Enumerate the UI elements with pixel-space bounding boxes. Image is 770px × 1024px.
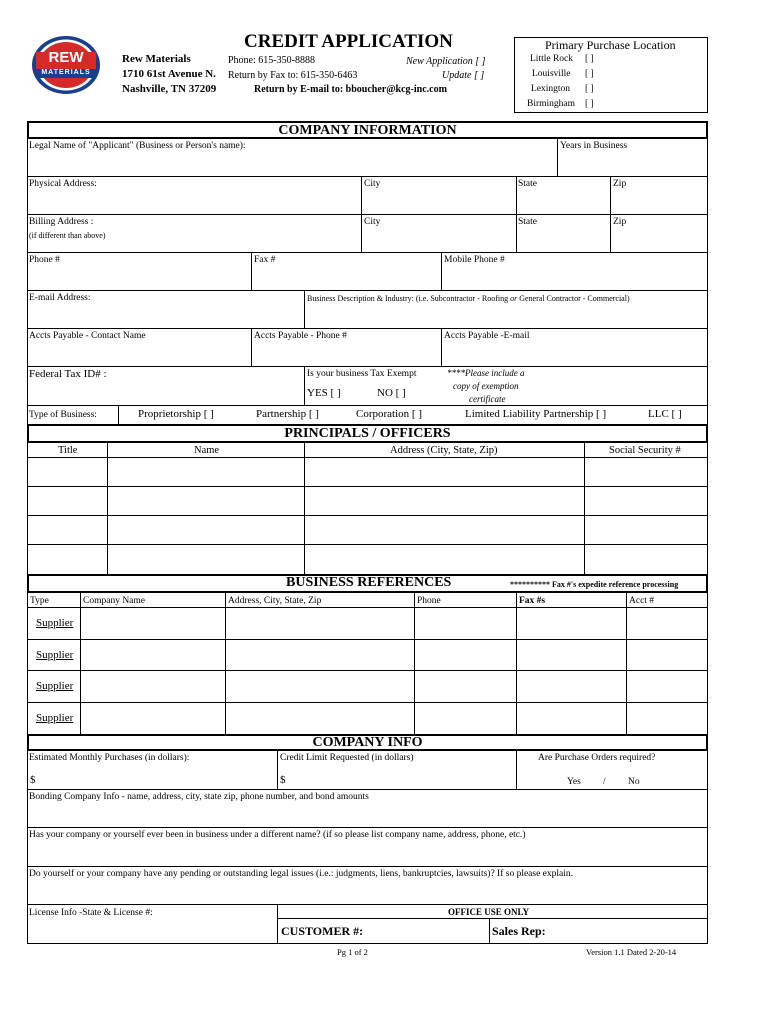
phone-field[interactable] (28, 266, 250, 289)
physical-state-field[interactable] (517, 190, 609, 213)
email-address-field[interactable] (28, 304, 303, 327)
location-lexington-checkbox[interactable]: [ ] (585, 84, 594, 94)
principal-row[interactable] (28, 487, 707, 514)
physical-zip-label: Zip (613, 179, 627, 189)
business-references-title: BUSINESS REFERENCES (286, 575, 452, 590)
exemption-note-line1: ****Please include a (447, 368, 525, 378)
mobile-phone-label: Mobile Phone # (444, 255, 505, 265)
billing-city-label: City (364, 217, 381, 227)
ap-contact-field[interactable] (28, 342, 250, 365)
billing-city-field[interactable] (362, 228, 515, 251)
phone-text: Phone: 615-350-8888 (228, 55, 315, 66)
location-birmingham: Birmingham (527, 99, 576, 109)
logo-top-text: REW (48, 49, 84, 66)
physical-address-label: Physical Address: (29, 179, 97, 189)
version-text: Version 1.1 Dated 2-20-14 (586, 947, 677, 957)
physical-state-label: State (518, 179, 537, 189)
ref-col-company: Company Name (83, 596, 146, 606)
type-proprietorship-checkbox[interactable]: Proprietorship [ ] (138, 408, 214, 420)
mobile-phone-field[interactable] (442, 266, 706, 289)
billing-address-field[interactable] (120, 215, 360, 251)
fax-expedite-note: ********** Fax #'s expedite reference processing (510, 580, 679, 589)
tax-exempt-label: Is your business Tax Exempt (307, 369, 417, 379)
years-in-business-label: Years in Business (560, 141, 628, 151)
principals-col-address: Address (City, State, Zip) (390, 445, 498, 456)
ap-email-label: Accts Payable -E-mail (444, 331, 530, 341)
different-name-field[interactable] (28, 841, 707, 865)
logo-bottom-text: MATERIALS (41, 69, 91, 76)
reference-row[interactable] (81, 671, 707, 701)
credit-limit-label: Credit Limit Requested (in dollars) (280, 753, 414, 763)
license-info-field[interactable] (28, 919, 277, 942)
legal-issues-label: Do yourself or your company have any pending or outstanding legal issues (i.e.: judgments, liens, bankruptcies, lawsuits)? If so please explain. (29, 869, 574, 879)
bonding-company-field[interactable] (28, 803, 707, 826)
po-slash: / (603, 777, 606, 787)
monthly-purchases-label: Estimated Monthly Purchases (in dollars): (29, 753, 190, 763)
page-title: CREDIT APPLICATION (244, 31, 453, 52)
po-yes-option[interactable]: Yes (567, 777, 581, 787)
billing-address-label: Billing Address : (29, 217, 94, 227)
email-address-label: E-mail Address: (29, 293, 91, 303)
monthly-purchases-field[interactable] (40, 766, 276, 788)
business-description-label: Business Description & Industry: (i.e. Subcontractor - Roofing or General Contractor - Commercial) (307, 294, 630, 303)
reference-row[interactable] (81, 640, 707, 669)
exemption-note-line2: copy of exemption (453, 381, 519, 391)
office-use-label: OFFICE USE ONLY (448, 907, 530, 917)
fax-field[interactable] (252, 266, 440, 289)
location-birmingham-checkbox[interactable]: [ ] (585, 99, 594, 109)
tax-exempt-yes-checkbox[interactable]: YES [ ] (307, 387, 341, 399)
business-description-field[interactable] (305, 304, 706, 327)
location-louisville-checkbox[interactable]: [ ] (585, 69, 594, 79)
principals-header: PRINCIPALS / OFFICERS (27, 424, 708, 443)
legal-name-label: Legal Name of "Applicant" (Business or Person's name): (29, 141, 246, 151)
billing-state-field[interactable] (517, 228, 609, 251)
company-information-header: COMPANY INFORMATION (27, 121, 708, 139)
type-partnership-checkbox[interactable]: Partnership [ ] (256, 408, 319, 420)
physical-city-label: City (364, 179, 381, 189)
ref-col-acct: Acct # (629, 596, 655, 606)
ap-phone-field[interactable] (252, 342, 440, 365)
location-little-rock: Little Rock (530, 54, 574, 64)
ref-row-supplier-1: Supplier (36, 617, 74, 629)
company-name: Rew Materials (122, 53, 191, 65)
bonding-company-label: Bonding Company Info - name, address, city, state zip, phone number, and bond amounts (29, 792, 369, 802)
ref-col-address: Address, City, State, Zip (228, 596, 322, 606)
physical-zip-field[interactable] (611, 190, 706, 213)
reference-row[interactable] (81, 608, 707, 638)
tax-exempt-no-checkbox[interactable]: NO [ ] (377, 387, 406, 399)
principal-row[interactable] (28, 458, 707, 485)
ref-col-fax: Fax #s (519, 596, 546, 606)
location-title: Primary Purchase Location (545, 38, 676, 52)
company-info-header: COMPANY INFO (27, 734, 708, 751)
location-louisville: Louisville (532, 69, 571, 79)
physical-address-field[interactable] (28, 190, 360, 213)
credit-dollar-sign: $ (280, 774, 286, 786)
po-no-option[interactable]: No (628, 777, 640, 787)
federal-tax-id-label: Federal Tax ID# : (29, 368, 107, 380)
type-llc-checkbox[interactable]: LLC [ ] (648, 408, 682, 420)
company-city: Nashville, TN 37209 (122, 83, 217, 95)
billing-zip-label: Zip (613, 217, 627, 227)
billing-zip-field[interactable] (611, 228, 706, 251)
credit-limit-field[interactable] (290, 766, 515, 788)
ref-row-supplier-2: Supplier (36, 649, 74, 661)
ref-col-phone: Phone (417, 596, 441, 606)
phone-label: Phone # (29, 255, 60, 265)
monthly-dollar-sign: $ (30, 774, 36, 786)
ap-email-field[interactable] (442, 342, 706, 365)
sales-rep-label: Sales Rep: (492, 924, 546, 938)
physical-city-field[interactable] (362, 190, 515, 213)
purchase-orders-label: Are Purchase Orders required? (538, 753, 656, 763)
update-checkbox[interactable]: Update [ ] (442, 70, 485, 81)
different-name-label: Has your company or yourself ever been in business under a different name? (if so please list company name, address, phone, etc.) (29, 830, 526, 840)
principals-col-name: Name (194, 445, 220, 456)
type-corporation-checkbox[interactable]: Corporation [ ] (356, 408, 422, 420)
principal-row[interactable] (28, 545, 707, 573)
reference-row[interactable] (81, 703, 707, 733)
ap-contact-label: Accts Payable - Contact Name (29, 331, 146, 341)
location-lexington: Lexington (531, 84, 571, 94)
fax-label: Fax # (254, 255, 276, 265)
type-of-business-label: Type of Business: (29, 410, 97, 420)
legal-issues-field[interactable] (28, 880, 707, 903)
exemption-note-line3: certificate (469, 394, 506, 404)
ref-row-supplier-3: Supplier (36, 680, 74, 692)
principals-col-ssn: Social Security # (609, 445, 681, 456)
location-little-rock-checkbox[interactable]: [ ] (585, 54, 594, 64)
license-info-label: License Info -State & License #: (29, 908, 153, 918)
principal-row[interactable] (28, 516, 707, 543)
billing-state-label: State (518, 217, 537, 227)
type-llp-checkbox[interactable]: Limited Liability Partnership [ ] (465, 408, 607, 420)
legal-name-field[interactable] (28, 152, 556, 175)
page-number: Pg 1 of 2 (337, 947, 368, 957)
fax-text: Return by Fax to: 615-350-6463 (228, 70, 358, 81)
company-address: 1710 61st Avenue N. (122, 68, 216, 80)
customer-number-label: CUSTOMER #: (281, 924, 364, 938)
principals-col-title: Title (58, 445, 78, 456)
billing-address-note: (if different than above) (29, 231, 106, 240)
email-text: Return by E-mail to: bboucher@kcg-inc.com (254, 84, 447, 95)
new-application-checkbox[interactable]: New Application [ ] (406, 56, 486, 67)
ap-phone-label: Accts Payable - Phone # (254, 331, 347, 341)
federal-tax-id-field[interactable] (110, 367, 303, 404)
years-in-business-field[interactable] (558, 152, 706, 175)
ref-col-type: Type (30, 596, 49, 606)
ref-row-supplier-4: Supplier (36, 712, 74, 724)
